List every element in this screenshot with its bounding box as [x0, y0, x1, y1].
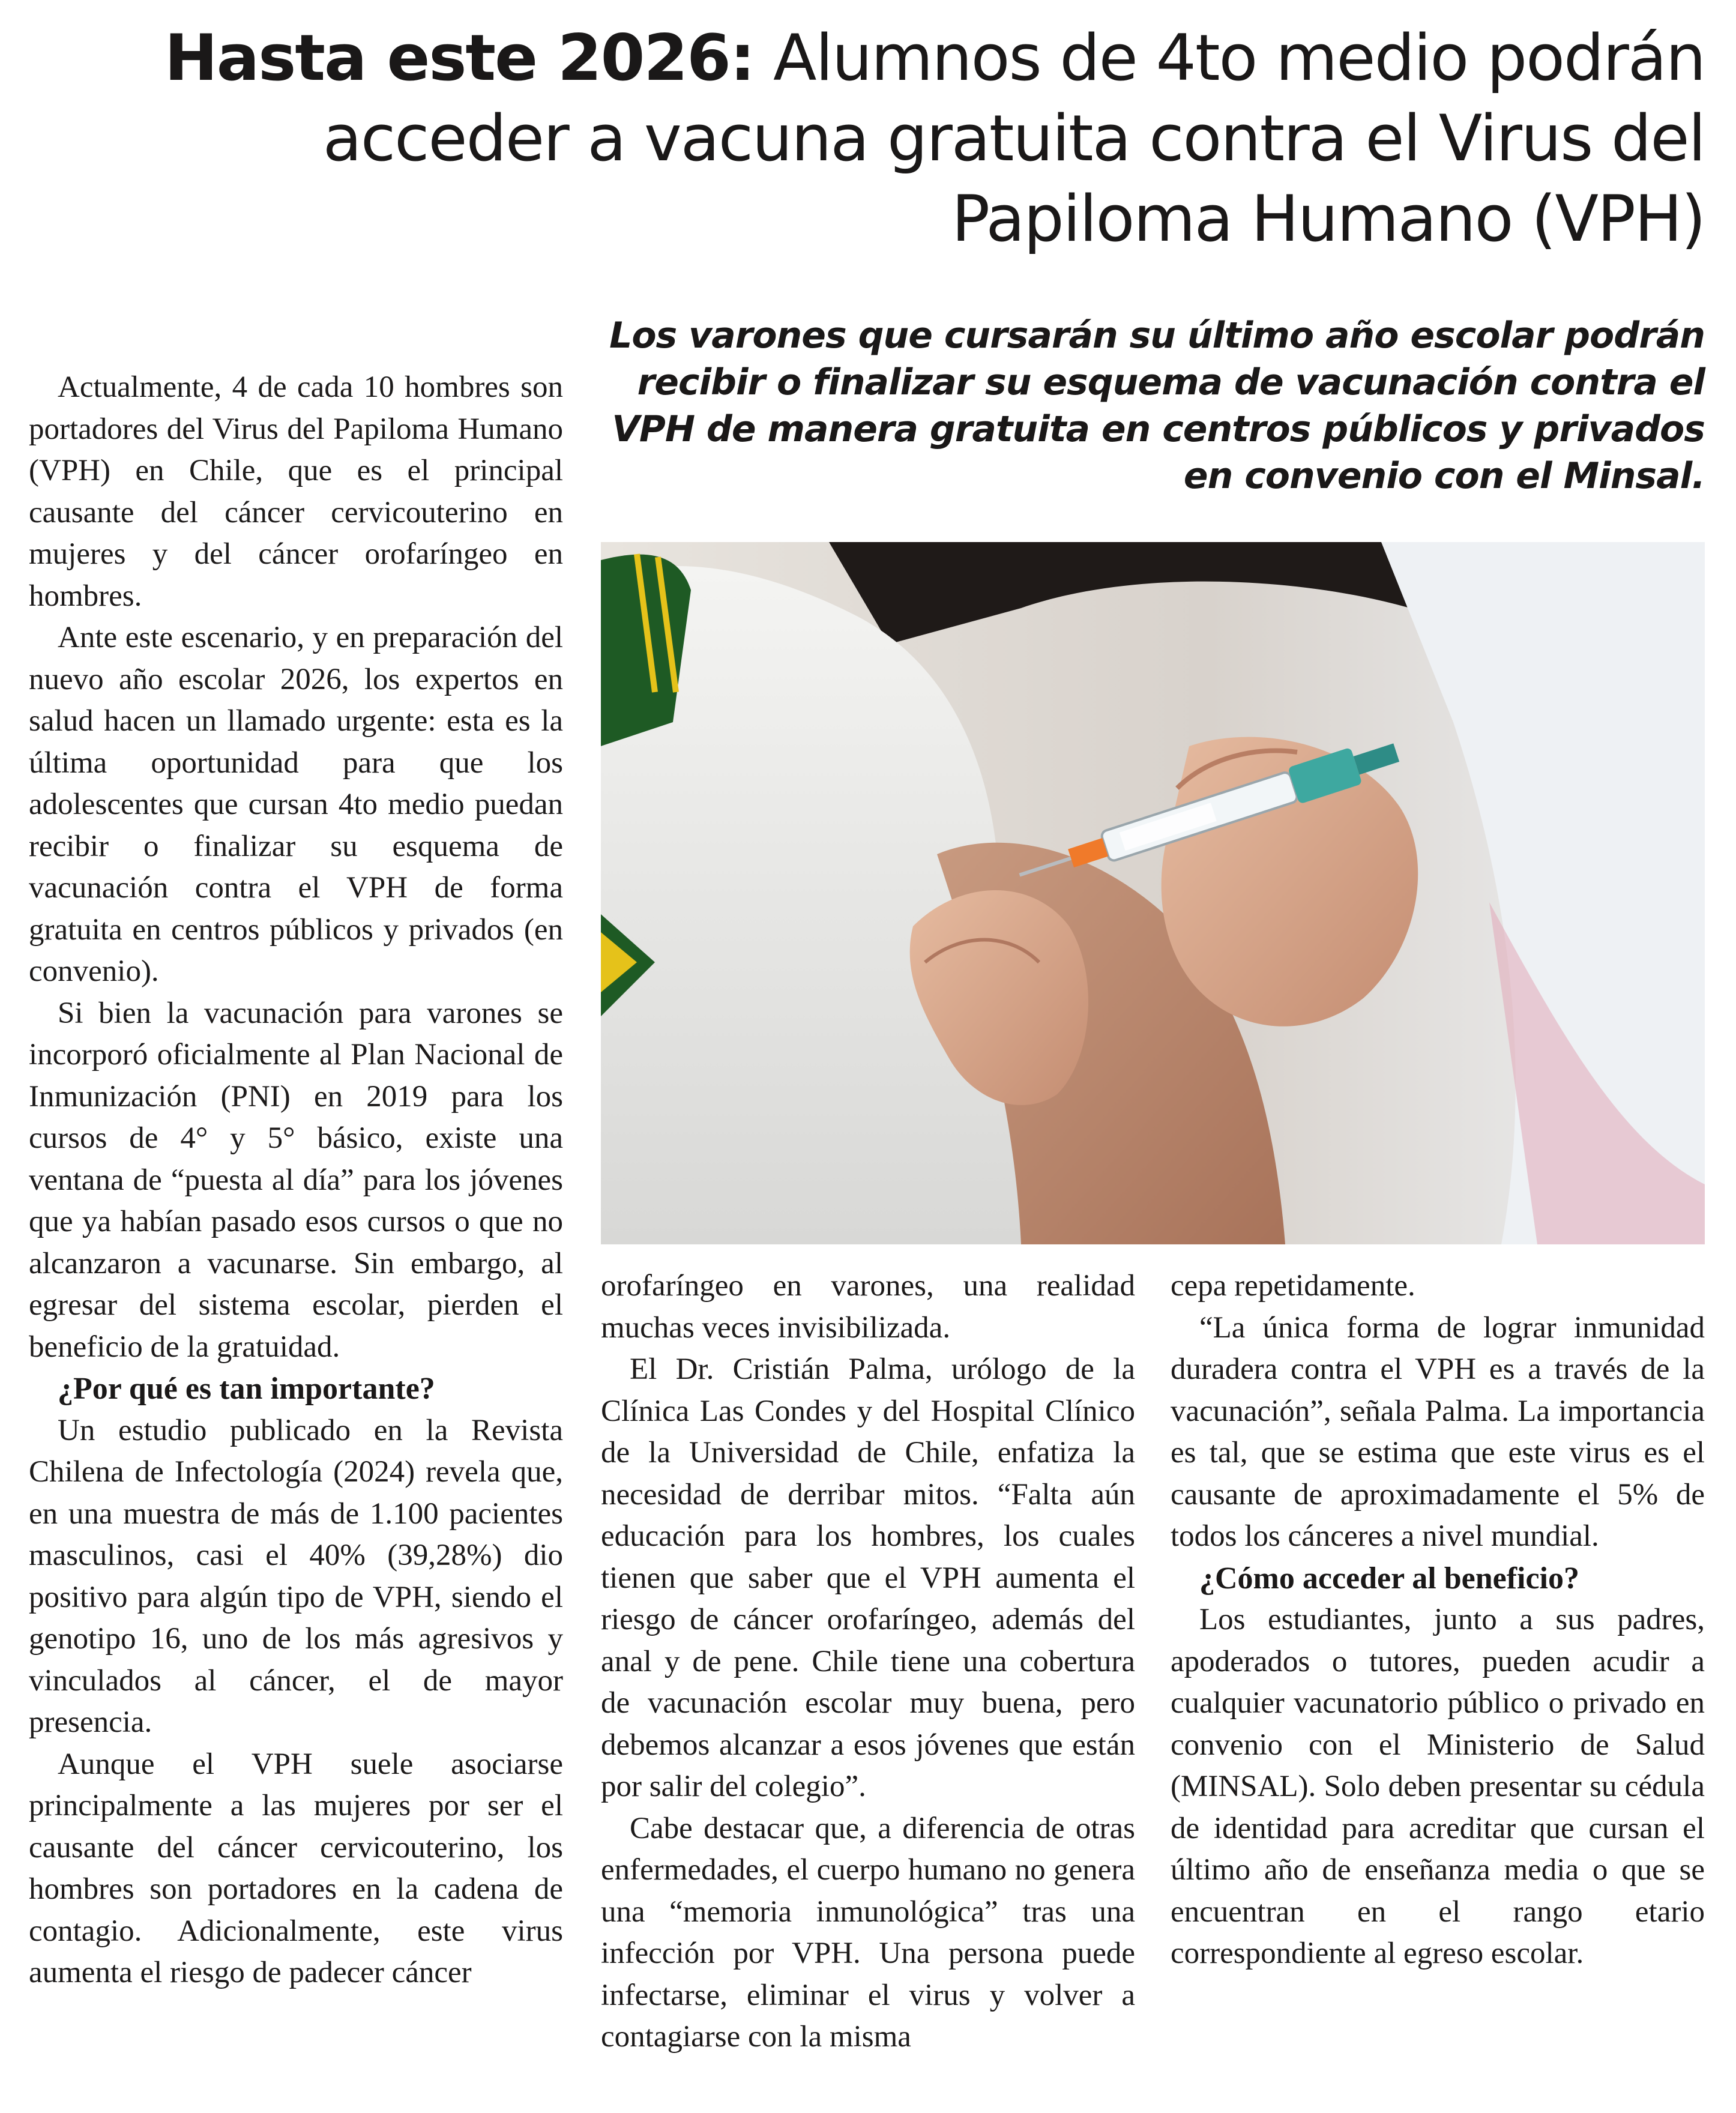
- subheading-why-important: ¿Por qué es tan importante?: [58, 1372, 435, 1406]
- article-column-3: [1171, 1265, 1705, 1975]
- headline-bold-lead: Hasta este 2026:: [164, 21, 755, 95]
- vaccination-photo: [601, 542, 1705, 1244]
- col1-paragraph-3: Si bien la vacunación para varones se incorporó oficialmente al Plan Nacional de Inmunización (PNI) en 2019 para los cursos de 4° y 5° básico, existe una ventana de “puesta al día” para los jóvenes que ya habían pasado esos cursos o que no alcanzaron a vacunarse. Sin embargo, al egresar del sistema escolar, pierden el beneficio de la gratuidad.: [29, 996, 563, 1364]
- article-deck: Los varones que cursarán su último año escolar podrán recibir o finalizar su esquema de vacunación contra el VPH de manera gratuita en centros públicos y privados en convenio con el Minsal.: [609, 315, 1705, 497]
- article-headline: [90, 18, 1705, 259]
- col2-paragraph-3: Cabe destacar que, a diferencia de otras enfermedades, el cuerpo humano no genera una “memoria inmunológica” tras una infección por VPH. Una persona puede infectarse, eliminar el virus y volver a contagiarse con la misma: [601, 1811, 1135, 2054]
- col3-paragraph-2: “La única forma de lograr inmunidad duradera contra el VPH es a través de la vacunación”, señala Palma. La importancia es tal, que se estima que este virus es el causante de aproximadamente el 5% de todos los cánceres a nivel mundial.: [1171, 1310, 1705, 1553]
- col3-paragraph-1: cepa repetidamente.: [1171, 1269, 1415, 1303]
- col1-paragraph-4: Un estudio publicado en la Revista Chilena de Infectología (2024) revela que, en una muestra de más de 1.100 pacientes masculinos, casi el 40% (39,28%) dio positivo para algún tipo de VPH, siendo el genotipo 16, uno de los más agresivos y vinculados al cáncer, el de mayor presencia.: [29, 1413, 563, 1739]
- article-column-1: [29, 367, 563, 1994]
- subheading-how-to-access: ¿Cómo acceder al beneficio?: [1199, 1561, 1579, 1596]
- col2-paragraph-1: orofaríngeo en varones, una realidad muchas veces invisibilizada.: [601, 1269, 1135, 1345]
- article-column-2: [601, 1265, 1135, 2058]
- col1-paragraph-2: Ante este escenario, y en preparación del nuevo año escolar 2026, los expertos en salud hacen un llamado urgente: esta es la última oportunidad para que los adolescentes que cursan 4to medio puedan recibir o finalizar su esquema de vacunación contra el VPH de forma gratuita en centros públicos y privados (en convenio).: [29, 621, 563, 988]
- headline-rest: Alumnos de 4to medio podrán acceder a vacuna gratuita contra el Virus del Papiloma Humano (VPH): [322, 21, 1705, 256]
- col2-paragraph-2: El Dr. Cristián Palma, urólogo de la Clínica Las Condes y del Hospital Clínico de la Universidad de Chile, enfatiza la necesidad de derribar mitos. “Falta aún educación para los hombres, los cuales tienen que saber que el VPH aumenta el riesgo de cáncer orofaríngeo, además del anal y de pene. Chile tiene una cobertura de vacunación escolar muy buena, pero debemos alcanzar a esos jóvenes que están por salir del colegio”.: [601, 1352, 1135, 1803]
- col3-paragraph-3: Los estudiantes, junto a sus padres, apoderados o tutores, pueden acudir a cualquier vacunatorio público o privado en convenio con el Ministerio de Salud (MINSAL). Solo deben presentar su cédula de identidad para acreditar que cursan el último año de enseñanza media o que se encuentran en el rango etario correspondiente al egreso escolar.: [1171, 1603, 1705, 1970]
- col1-paragraph-5: Aunque el VPH suele asociarse principalmente a las mujeres por ser el causante del cáncer cervicouterino, los hombres son portadores en la cadena de contagio. Adicionalmente, este virus aumenta el riesgo de padecer cáncer: [29, 1747, 563, 1989]
- col1-paragraph-1: Actualmente, 4 de cada 10 hombres son portadores del Virus del Papiloma Humano (VPH) en Chile, que es el principal causante del cáncer cervicouterino en mujeres y del cáncer orofaríngeo en hombres.: [29, 370, 563, 613]
- vaccination-photo-illustration: [601, 542, 1705, 1244]
